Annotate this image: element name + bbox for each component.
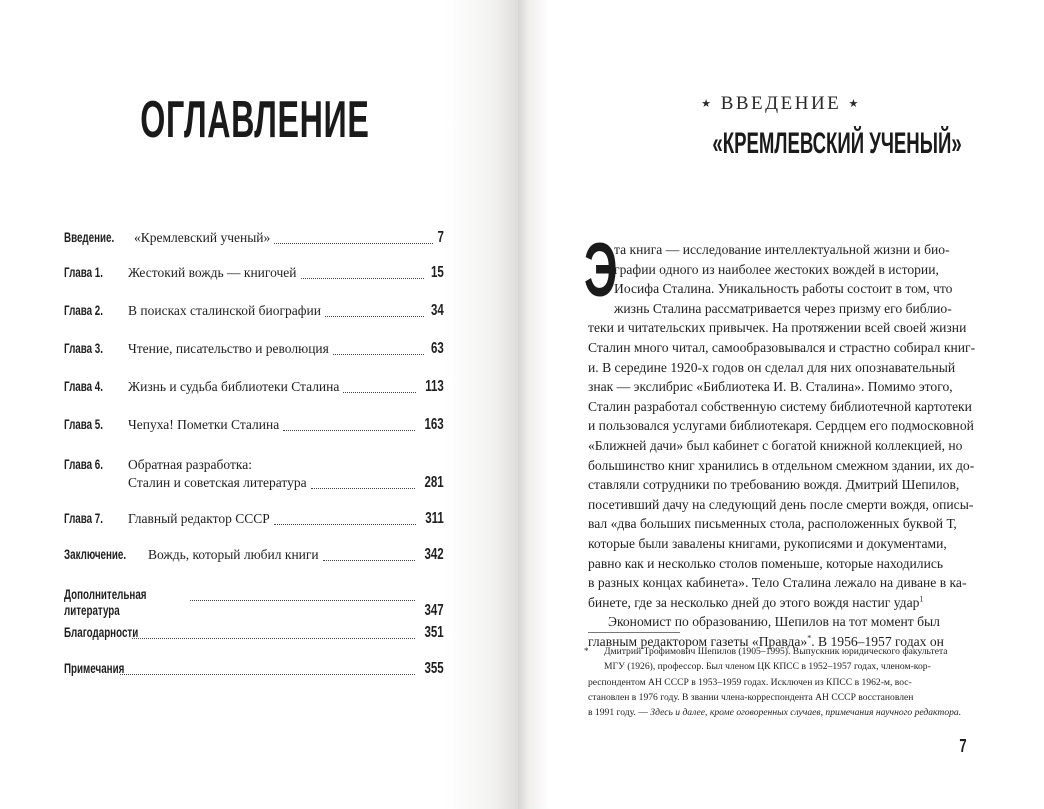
toc-title-text: Жестокий вождь — книгочей xyxy=(128,265,297,280)
toc-title-text: Главный редактор СССР xyxy=(128,511,270,526)
toc-label: Глава 1. xyxy=(64,264,103,280)
right-page xyxy=(518,0,1044,809)
footnote-line: становлен в 1976 году. В звании члена-корреспондента АН СССР восстановлен xyxy=(588,691,914,703)
star-icon: ★ xyxy=(848,98,861,110)
body-line: главным редактором газеты «Правда»*. В 1956–1957 годах он xyxy=(588,633,944,649)
toc-entry-intro[interactable] xyxy=(64,229,444,251)
toc-leader xyxy=(323,560,416,561)
toc-page-number: 342 xyxy=(424,546,444,563)
page-number: 7 xyxy=(959,736,967,756)
drop-cap: Э xyxy=(584,228,618,313)
toc-leader xyxy=(283,430,415,431)
toc-page-number: 34 xyxy=(431,302,444,319)
toc-label: Глава 3. xyxy=(64,340,103,356)
body-line: вал «два больших письменных стола, расположенных буквой Т, xyxy=(588,516,957,532)
toc-entry-ch2[interactable] xyxy=(64,302,444,324)
toc-page-number: 351 xyxy=(424,624,444,641)
body-line: равно как и несколько столов поменьше, которые находились xyxy=(588,555,944,571)
toc-page-number: 113 xyxy=(425,378,444,395)
toc-page-number: 311 xyxy=(425,510,444,527)
toc-leader xyxy=(274,243,433,244)
toc-leader xyxy=(301,278,425,279)
toc-page-number: 281 xyxy=(424,474,444,491)
star-icon: ★ xyxy=(701,98,714,110)
toc-leader xyxy=(274,524,416,525)
toc-entry-notes[interactable] xyxy=(64,660,444,682)
body-line: ставляли сотрудники по требованию вождя. Дмитрий Шепилов, xyxy=(588,477,960,493)
toc-title-text: «Кремлевский ученый» xyxy=(134,230,271,245)
toc-page-number: 163 xyxy=(424,416,444,433)
footnote-divider xyxy=(588,632,680,633)
body-line: жизнь Сталина рассматривается через призму его библио- xyxy=(614,300,952,316)
body-line: и. В середине 1920-х годов он сделал для них опознавательный xyxy=(588,359,956,375)
body-line: Иосифа Сталина. Уникальность работы состоит в том, что xyxy=(614,281,953,297)
toc-title-text: Вождь, который любил книги xyxy=(148,547,319,562)
body-text xyxy=(588,240,976,651)
toc-label: Введение. xyxy=(64,229,115,245)
footnote-line: Дмитрий Трофимович Шепилов (1905–1995). Выпускник юридического факультета xyxy=(604,646,948,657)
toc-label: Глава 7. xyxy=(64,510,103,526)
left-page xyxy=(0,0,518,809)
body-line: Сталин разработал собственную систему библиотечной картотеки xyxy=(588,398,972,414)
toc-leader xyxy=(311,488,416,489)
toc-title: ОГЛАВЛЕНИЕ xyxy=(140,91,370,149)
toc-leader xyxy=(343,392,416,393)
toc-entry-conclusion[interactable] xyxy=(64,546,444,568)
toc-label: Глава 6. xyxy=(64,456,103,472)
toc-label: Глава 5. xyxy=(64,416,103,432)
toc-title-text: Чепуха! Пометки Сталина xyxy=(128,417,280,432)
body-line: «Ближней дачи» был кабинет с богатой книжной коллекцией, но xyxy=(588,437,963,453)
footnote-ref[interactable]: 1 xyxy=(919,594,924,604)
toc-leader xyxy=(190,600,415,601)
toc-page-number: 347 xyxy=(424,602,444,619)
body-line: теки и читательских привычек. На протяжении всей своей жизни xyxy=(588,320,967,336)
body-line: и пользовался услугами библиотекаря. Сердцем его подмосковной xyxy=(588,418,974,434)
body-line: которые были завалены книгами, рукописями и документами, xyxy=(588,535,947,551)
toc-leader xyxy=(333,354,424,355)
toc-title-text-continued: Сталин и советская литература xyxy=(128,475,307,490)
footnote-line: МГУ (1926), профессор. Был членом ЦК КПСС в 1952–1957 годах, членом-кор- xyxy=(604,661,931,673)
toc-title-text: Чтение, писательство и революция xyxy=(128,341,329,356)
body-line: знак — экслибрис «Библиотека И. В. Сталина». Помимо этого, xyxy=(588,379,953,395)
body-line: Сталин много читал, самообразовывался и страстно собирал книг- xyxy=(588,339,976,355)
footnote xyxy=(584,644,968,720)
toc-entry-ch5[interactable] xyxy=(64,416,444,438)
body-line: Экономист по образованию, Шепилов на тот момент был xyxy=(608,614,940,630)
toc-leader xyxy=(120,674,415,675)
footnote-line: в 1991 году. — Здесь и далее, кроме оговоренных случаев, примечания научного редактора. xyxy=(588,707,962,719)
body-line: графии одного из наиболее жестоких вождей в истории, xyxy=(614,261,939,277)
body-line: посетивший дачу на следующий день после смерти вождя, описы- xyxy=(588,496,974,512)
toc-entry-ch6-line2 xyxy=(64,474,444,496)
toc-title-text: Обратная разработка: xyxy=(128,457,252,472)
toc-label: Дополнительная литература xyxy=(64,586,147,618)
toc-label: Заключение. xyxy=(64,546,127,562)
toc-label: Глава 4. xyxy=(64,378,103,394)
toc-leader xyxy=(132,638,415,639)
toc-entry-ch4[interactable] xyxy=(64,378,444,400)
section-heading xyxy=(666,93,896,115)
chapter-title: «КРЕМЛЕВСКИЙ УЧЕНЫЙ» xyxy=(712,127,962,160)
toc-entry-acknowledgements[interactable] xyxy=(64,624,444,646)
footnote-line: респондентом АН СССР в 1953–1959 годах. Исключен из КПСС в 1962-м, вос- xyxy=(588,676,912,688)
body-line: в разных концах кабинета». Тело Сталина лежало на диване в ка- xyxy=(588,575,967,591)
toc-title-text: В поисках сталинской биографии xyxy=(128,303,321,318)
body-line: та книга — исследование интеллектуальной жизни и био- xyxy=(614,242,950,257)
toc-entry-ch7[interactable] xyxy=(64,510,444,532)
toc-leader xyxy=(325,316,424,317)
toc-entry-ch3[interactable] xyxy=(64,340,444,362)
body-line: бинете, где за несколько дней до этого вождя настиг удар$^1$ xyxy=(588,594,924,610)
toc-title-text: Жизнь и судьба библиотеки Сталина xyxy=(128,379,340,394)
footnote-mark: * xyxy=(584,646,589,656)
toc-label: Благодарности xyxy=(64,624,139,640)
body-line: большинство книг хранились в отдельном смежном здании, их до- xyxy=(588,457,975,473)
toc-label: Примечания xyxy=(64,660,125,676)
section-label: ВВЕДЕНИЕ xyxy=(720,93,842,114)
footnote-ref[interactable]: * xyxy=(807,633,812,643)
toc-page-number: 355 xyxy=(424,660,444,677)
toc-entry-ch1[interactable] xyxy=(64,264,444,286)
toc-page-number: 7 xyxy=(437,229,444,246)
toc-label: Глава 2. xyxy=(64,302,103,318)
toc-page-number: 63 xyxy=(431,340,444,357)
toc-entry-further-reading[interactable] xyxy=(64,586,444,619)
toc-page-number: 15 xyxy=(431,264,444,281)
